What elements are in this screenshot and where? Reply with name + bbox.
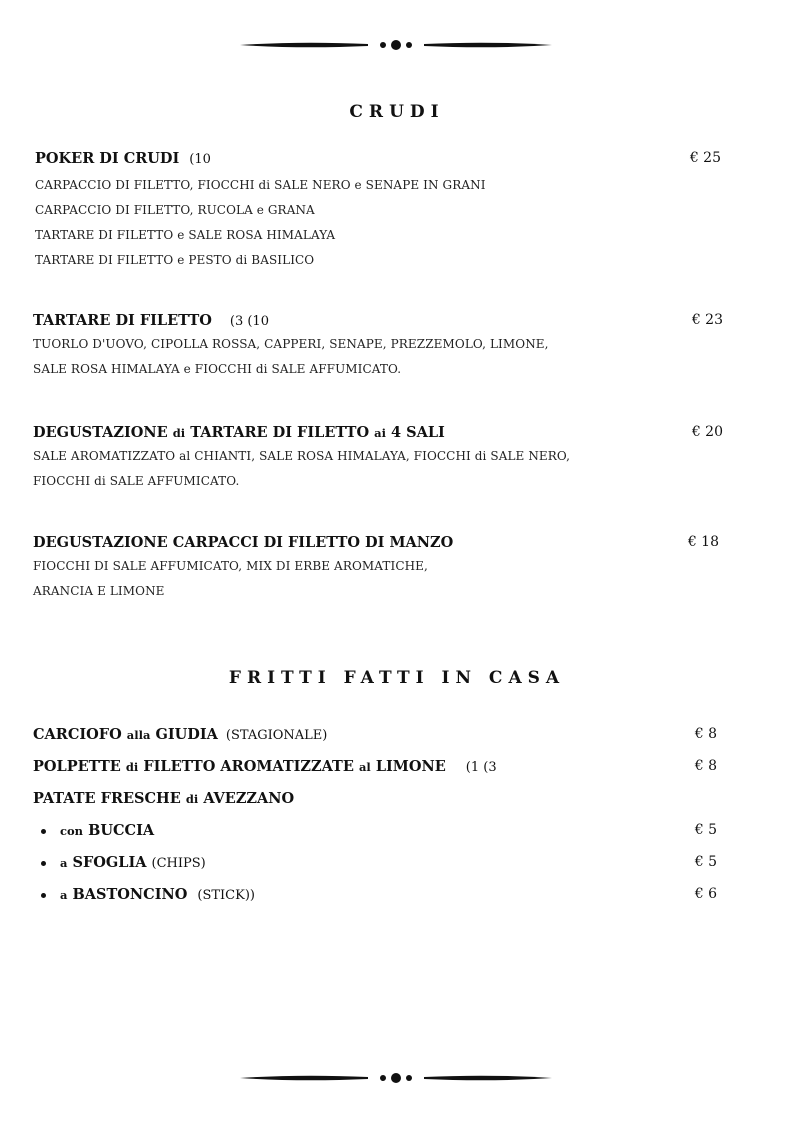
menu-item-degustazione-tartare bbox=[33, 424, 723, 494]
section-title-fritti: FRITTI FATTI IN CASA bbox=[228, 668, 566, 688]
item-name: DEGUSTAZIONE di TARTARE DI FILETTO ai 4 SALI bbox=[33, 424, 445, 441]
item-name: a BASTONCINO (STICK)) bbox=[60, 886, 255, 903]
item-description: FIOCCHI DI SALE AFFUMICATO, MIX DI ERBE AROMATICHE, ARANCIA E LIMONE bbox=[33, 559, 428, 598]
item-name: a SFOGLIA (CHIPS) bbox=[60, 854, 206, 871]
item-name: con BUCCIA bbox=[60, 822, 155, 839]
menu-subitem-a-sfoglia bbox=[41, 854, 723, 874]
bullet-icon bbox=[41, 893, 46, 898]
item-name: PATATE FRESCHE di AVEZZANO bbox=[33, 790, 295, 807]
item-price: € 6 bbox=[694, 886, 717, 902]
section-title-crudi: CRUDI bbox=[349, 102, 445, 122]
menu-item-patate bbox=[33, 790, 723, 810]
item-description: TUORLO D'UOVO, CIPOLLA ROSSA, CAPPERI, SENAPE, PREZZEMOLO, LIMONE, SALE ROSA HIMALAYA e FIOCCHI di SALE AFFUMICATO. bbox=[33, 337, 549, 376]
item-price: € 8 bbox=[694, 726, 717, 742]
menu-item-poker-di-crudi bbox=[35, 150, 721, 273]
item-description: CARPACCIO DI FILETTO, FIOCCHI di SALE NERO e SENAPE IN GRANI CARPACCIO DI FILETTO, RUCOLA e GRANA TARTARE DI FILETTO e SALE ROSA HIMALAYA TARTARE DI FILETTO e PESTO di BASILICO bbox=[35, 178, 486, 267]
menu-item-carciofo bbox=[33, 726, 723, 746]
menu-subitem-con-buccia bbox=[41, 822, 723, 842]
menu-item-polpette bbox=[33, 758, 723, 778]
item-name: TARTARE DI FILETTO (3 (10 bbox=[33, 312, 269, 329]
item-name: CARCIOFO alla GIUDIA (STAGIONALE) bbox=[33, 726, 328, 743]
item-name: POKER DI CRUDI (10 bbox=[35, 150, 211, 167]
item-name: DEGUSTAZIONE CARPACCI DI FILETTO DI MANZO bbox=[33, 534, 454, 551]
item-price: € 23 bbox=[691, 312, 723, 328]
flourish-divider-icon bbox=[240, 1072, 552, 1084]
item-price: € 20 bbox=[691, 424, 723, 440]
menu-subitem-a-bastoncino bbox=[41, 886, 723, 906]
item-description: SALE AROMATIZZATO al CHIANTI, SALE ROSA HIMALAYA, FIOCCHI di SALE NERO, FIOCCHI di SALE AFFUMICATO. bbox=[33, 449, 571, 488]
item-price: € 8 bbox=[694, 758, 717, 774]
item-name: POLPETTE di FILETTO AROMATIZZATE al LIMONE (1 (3 bbox=[33, 758, 497, 775]
bullet-icon bbox=[41, 861, 46, 866]
item-price: € 5 bbox=[694, 822, 717, 838]
item-price: € 18 bbox=[687, 534, 719, 550]
flourish-divider-icon bbox=[240, 39, 552, 51]
item-price: € 5 bbox=[694, 854, 717, 870]
menu-item-tartare-di-filetto bbox=[33, 312, 723, 382]
menu-item-degustazione-carpacci bbox=[33, 534, 719, 604]
item-price: € 25 bbox=[689, 150, 721, 166]
bullet-icon bbox=[41, 829, 46, 834]
